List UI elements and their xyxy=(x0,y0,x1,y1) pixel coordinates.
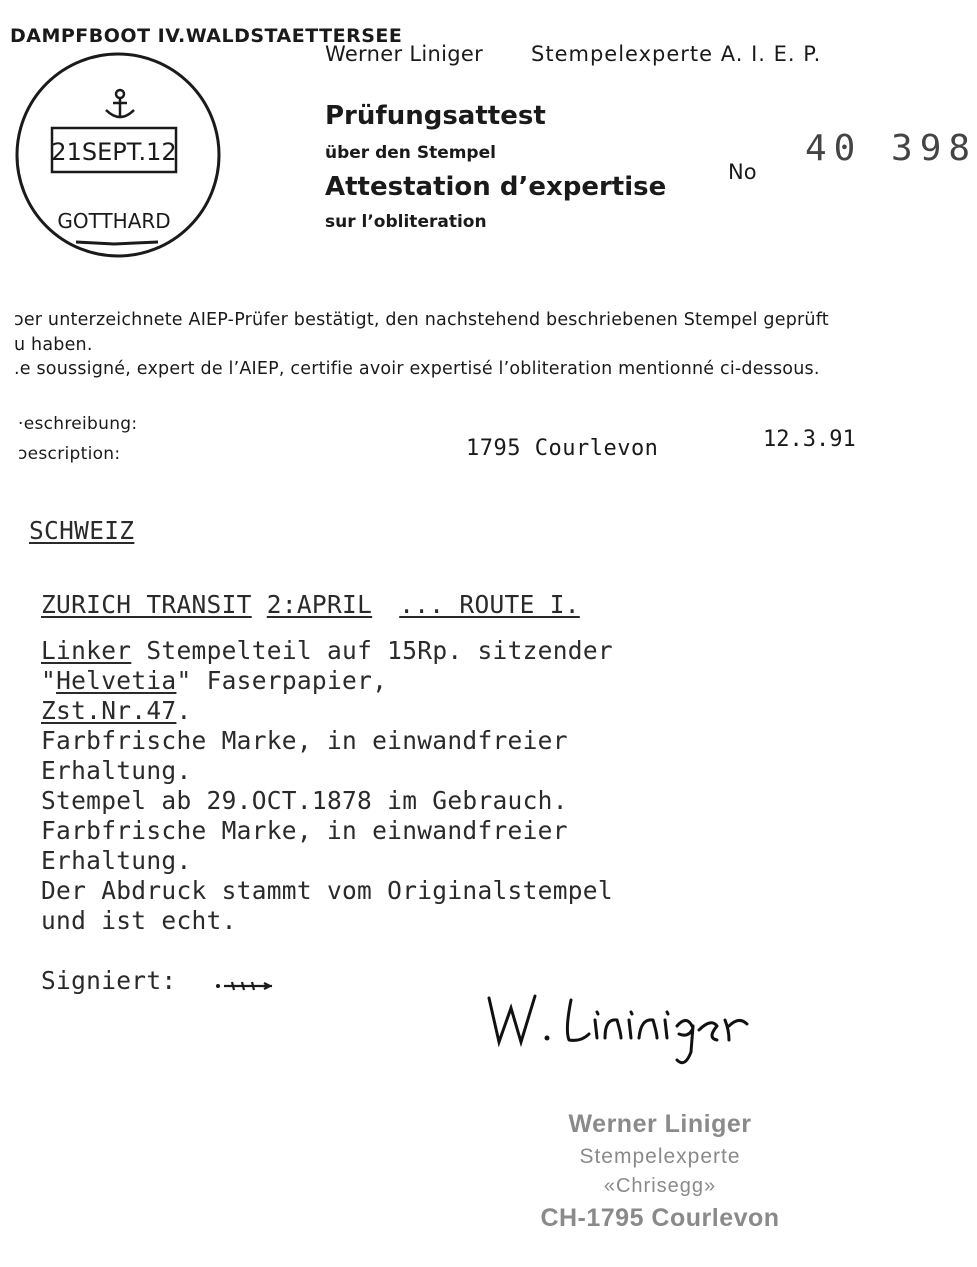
postmark-bottom-text: GOTTHARD xyxy=(57,209,171,233)
signed-mark-icon xyxy=(214,975,278,995)
intro-de-line1: ɔer unterzeichnete AIEP-Prüfer bestätigt, den nachstehend beschriebenen Stempel geprüft xyxy=(14,310,829,330)
body-line-10: und ist echt. xyxy=(41,906,237,935)
body-line-7: Farbfrische Marke, in einwandfreier xyxy=(41,816,568,845)
country-heading: SCHWEIZ xyxy=(29,516,135,545)
rubber-stamp-house: «Chrisegg» xyxy=(603,1175,717,1197)
description-label-fr: ɔescription: xyxy=(18,444,121,464)
certificate-subtitle-de: über den Stempel xyxy=(325,143,496,163)
certificate-subtitle-fr: sur l’obliteration xyxy=(325,212,487,232)
body-line-8: Erhaltung. xyxy=(41,846,192,875)
body-line-5: Erhaltung. xyxy=(41,756,192,785)
body-line-2c: " Faserpapier, xyxy=(176,666,388,695)
signed-label: Signiert: xyxy=(41,966,177,995)
body-line-3a: Zst.Nr.47 xyxy=(41,696,177,725)
anchor-icon xyxy=(106,90,134,118)
certificate-title-fr: Attestation d’expertise xyxy=(325,172,667,202)
body-line-6: Stempel ab 29.OCT.1878 im Gebrauch. xyxy=(41,786,568,815)
rubber-stamp xyxy=(510,1110,810,1233)
body-line-4: Farbfrische Marke, in einwandfreier xyxy=(41,726,568,755)
postmark-stamp xyxy=(10,25,403,266)
certificate-title-de: Prüfungsattest xyxy=(325,101,546,131)
rubber-stamp-address: CH-1795 Courlevon xyxy=(540,1204,780,1232)
body-line-3 xyxy=(41,696,192,725)
transit-part-c: ... ROUTE I. xyxy=(399,590,580,619)
description-date: 12.3.91 xyxy=(763,427,856,452)
rubber-stamp-title: Stempelexperte xyxy=(579,1145,741,1168)
body-line-1b: Stempelteil auf 15Rp. sitzender xyxy=(131,636,613,665)
description-label-de: ·eschreibung: xyxy=(18,414,138,434)
certificate-number: 40 398 xyxy=(805,128,977,169)
body-line-1 xyxy=(41,636,613,665)
intro-fr-line: .e soussigné, expert de l’AIEP, certifie avoir expertisé l’obliteration mentionné ci-dessous. xyxy=(14,359,820,379)
postmark-date: 21SEPT.12 xyxy=(51,138,177,166)
certificate-number-label: No xyxy=(728,160,757,184)
transit-line xyxy=(41,590,580,619)
body-line-2 xyxy=(41,666,387,695)
body-line-3b: . xyxy=(176,696,192,725)
transit-part-a: ZURICH TRANSIT xyxy=(41,590,252,619)
expert-title: Stempelexperte A. I. E. P. xyxy=(531,42,822,66)
rubber-stamp-name: Werner Liniger xyxy=(568,1110,752,1138)
expert-name: Werner Liniger xyxy=(325,42,484,66)
description-place: 1795 Courlevon xyxy=(466,436,659,461)
body-line-1a: Linker xyxy=(41,636,132,665)
transit-part-b: 2:APRIL xyxy=(266,590,373,619)
body-line-9: Der Abdruck stammt vom Originalstempel xyxy=(41,876,613,905)
body-line-2a: " xyxy=(41,666,57,695)
intro-de-line2: u haben. xyxy=(14,335,93,355)
postmark-top-text: DAMPFBOOT IV.WALDSTAETTERSEE xyxy=(10,25,403,47)
body-line-2b: Helvetia xyxy=(56,666,177,695)
handwritten-signature xyxy=(485,990,815,1070)
